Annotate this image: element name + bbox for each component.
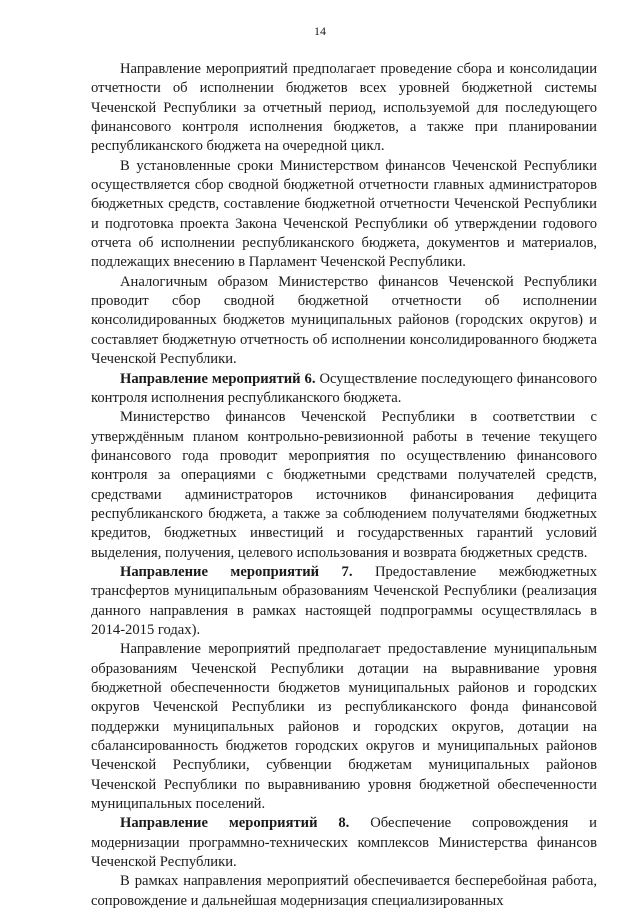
paragraph-text: Направление мероприятий предполагает предоставление муниципальным образованиям Чеченской Республики дотации на выравнивание уровня бюджетной обеспеченности бюджетов муниципальных районов и городских округов Чеченской Республики из республиканского фонда финансовой поддержки муниципальных районов и городских округов, дотации на сбалансированность бюджетов городских округов и муниципальных районов Чеченской Республики, субвенции бюджетам муниципальных районов Чеченской Республики по выравниванию уровня бюджетной обеспеченности муниципальных поселений. [91, 641, 597, 813]
paragraph-text: Предоставление межбюджетных трансфертов муниципальным образованиям Чеченской Республики (реализация данного направления в рамках настоящей подпрограммы осуществлялась в 2014-2015 годах). [91, 563, 597, 638]
paragraph-text: Осуществление последующего финансового контроля исполнения республиканского бюджета. [91, 370, 597, 406]
paragraph-text: Направление мероприятий предполагает проведение сбора и консолидации отчетности об исполнении бюджетов всех уровней бюджетной системы Чеченской Республики за отчетный период, используемой для последующего финансового контроля исполнения бюджетов, а также при планировании республиканского бюджета на очередной цикл. [91, 61, 597, 155]
direction-heading: Направление мероприятий 6. [120, 370, 316, 387]
paragraph-4-direction-6 [91, 370, 597, 409]
paragraph-7 [91, 640, 597, 814]
paragraph-text: Обеспечение сопровождения и модернизации программно-технических комплексов Министерства финансов Чеченской Республики. [91, 815, 597, 871]
document-body [91, 60, 597, 911]
paragraph-9 [91, 872, 597, 911]
paragraph-8-direction-8 [91, 814, 597, 872]
paragraph-6-direction-7 [91, 563, 597, 640]
paragraph-5 [91, 408, 597, 563]
direction-heading: Направление мероприятий 8. [120, 815, 350, 832]
paragraph-1 [91, 60, 597, 157]
paragraph-text: Аналогичным образом Министерство финансов Чеченской Республики проводит сбор сводной бюджетной отчетности об исполнении консолидированных бюджетов муниципальных районов (городских округов) и составляет бюджетную отчетность об исполнении консолидированного бюджета Чеченской Республики. [91, 273, 597, 368]
paragraph-3 [91, 273, 597, 370]
paragraph-text: В установленные сроки Министерством финансов Чеченской Республики осуществляется сбор сводной бюджетной отчетности главных администраторов бюджетных средств, составление бюджетной отчетности Чеченской Республики и подготовка проекта Закона Чеченской Республики об утверждении годового отчета об исполнении республиканского бюджета, документов и материалов, подлежащих внесению в Парламент Чеченской Республики. [91, 157, 597, 271]
paragraph-text: Министерство финансов Чеченской Республики в соответствии с утверждённым планом контрольно-ревизионной работы в течение текущего финансового года проводит мероприятия по осуществлению финансового контроля за операциями с бюджетными средствами получателей средств, средствами администраторов источников финансирования дефицита республиканского бюджета, а также за соблюдением получателями бюджетных кредитов, бюджетных инвестиций и государственных гарантий условий выделения, получения, целевого использования и возврата бюджетных средств. [91, 409, 597, 561]
paragraph-2 [91, 157, 597, 273]
direction-heading: Направление мероприятий 7. [120, 563, 353, 580]
page-number: 14 [314, 24, 326, 38]
paragraph-text: В рамках направления мероприятий обеспечивается бесперебойная работа, сопровождение и дальнейшая модернизация специализированных [91, 873, 597, 909]
